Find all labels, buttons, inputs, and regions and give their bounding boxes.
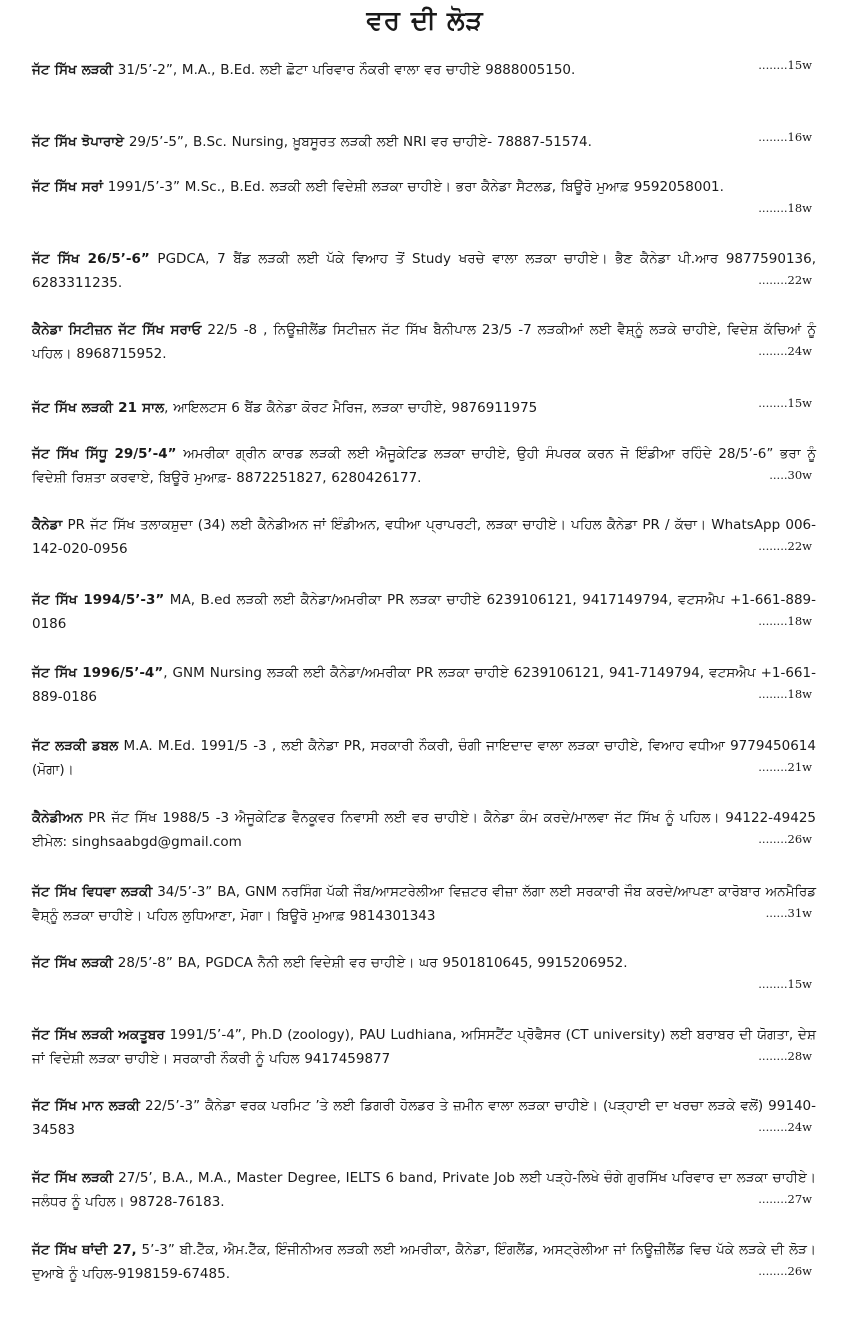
entry-code: ........27w: [758, 1192, 812, 1206]
entry-text: 5’-3” ਬੀ.ਟੈੱਕ, ਐਮ.ਟੈੱਕ, ਇੰਜੀਨੀਅਰ ਲੜਕੀ ਲਈ ਅਮਰੀਕਾ, ਕੈਨੇਡਾ, ਇੰਗਲੈਂਡ, ਅਸਟ੍ਰੇਲੀਆ ਜਾਂ ਨਿਊਜ਼ੀਲੈਂਡ ਵਿਚ ਪੱਕੇ ਲੜਕੇ ਦੀ ਲੋੜ। ਦੁਆਬੇ ਨੂੰ ਪਹਿਲ-9198159-67485.: [32, 1242, 816, 1282]
entry-lead: ਜੱਟ ਸਿੱਖ ਲੜਕੀ: [32, 62, 113, 78]
list-item: [32, 951, 816, 991]
entry-code: ........18w: [758, 614, 812, 628]
entry-code: ........15w: [758, 977, 812, 991]
list-item: [32, 1094, 816, 1142]
entry-code: ........15w: [758, 58, 812, 72]
list-item: [32, 396, 816, 420]
entry-lead: ਜੱਟ ਸਿੱਖ ਥਾਂਦੀ 27,: [32, 1242, 137, 1258]
entry-code: ........16w: [758, 130, 812, 144]
entry-text: 29/5’-5”, B.Sc. Nursing, ਖ਼ੂਬਸੂਰਤ ਲੜਕੀ ਲਈ NRI ਵਰ ਚਾਹੀਏ- 78887-51574.: [124, 134, 592, 150]
entry-lead: ਜੱਟ ਸਿੱਖ ਸਿੱਧੂ 29/5’-4”: [32, 446, 177, 462]
entry-lead: ਜੱਟ ਸਿੱਖ 1994/5’-3”: [32, 592, 165, 608]
list-item: [32, 442, 816, 490]
entry-lead: ਜੱਟ ਸਿੱਖ ਝੋਪਾਰਾਏ: [32, 134, 125, 150]
entry-text: PR ਜੱਟ ਸਿੱਖ 1988/5 -3 ਐਜੂਕੇਟਿਡ ਵੈਨਕੂਵਰ ਨਿਵਾਸੀ ਲਈ ਵਰ ਚਾਹੀਏ। ਕੈਨੇਡਾ ਕੰਮ ਕਰਦੇ/ਮਾਲਵਾ ਜੱਟ ਸਿੱਖ ਨੂੰ ਪਹਿਲ। 94122-49425 ਈਮੇਲ: singhsaabgd@gmail.com: [32, 810, 816, 850]
entry-code: ........18w: [758, 201, 812, 215]
entry-code: ........22w: [758, 539, 812, 553]
entry-code: ........22w: [758, 273, 812, 287]
entry-text: 1991/5’-4”, Ph.D (zoology), PAU Ludhiana, ਅਸਿਸਟੈਂਟ ਪ੍ਰੋਫੈਸਰ (CT university) ਲਈ ਬਰਾਬਰ ਦੀ ਯੋਗਤਾ, ਦੇਸ਼ ਜਾਂ ਵਿਦੇਸ਼ੀ ਲੜਕਾ ਚਾਹੀਏ। ਸਰਕਾਰੀ ਨੌਕਰੀ ਨੂੰ ਪਹਿਲ 9417459877: [32, 1027, 816, 1067]
entry-text: 31/5’-2”, M.A., B.Ed. ਲਈ ਛੋਟਾ ਪਰਿਵਾਰ ਨੌਕਰੀ ਵਾਲਾ ਵਰ ਚਾਹੀਏ 9888005150.: [112, 62, 576, 78]
entry-lead: ਜੱਟ ਸਿੱਖ ਲੜਕੀ ਅਕਤੂਬਰ: [32, 1027, 165, 1043]
entry-lead: ਜੱਟ ਸਿੱਖ ਮਾਨ ਲੜਕੀ: [32, 1098, 140, 1114]
entry-lead: ਜੱਟ ਲੜਕੀ ਡਬਲ: [32, 738, 119, 754]
entry-text: MA, B.ed ਲੜਕੀ ਲਈ ਕੈਨੇਡਾ/ਅਮਰੀਕਾ PR ਲੜਕਾ ਚਾਹੀਏ 6239106121, 9417149794, ਵਟਸਐਪ +1-661-889-0186: [32, 592, 816, 632]
entry-text: 34/5’-3” BA, GNM ਨਰਸਿੰਗ ਪੱਕੀ ਜੌਬ/ਆਸਟਰੇਲੀਆ ਵਿਜ਼ਟਰ ਵੀਜ਼ਾ ਲੱਗਾ ਲਈ ਸਰਕਾਰੀ ਜੌਬ ਕਰਦੇ/ਆਪਣਾ ਕਾਰੋਬਾਰ ਅਨਮੈਰਿਡ ਵੈਸ਼੍ਨੂੰ ਲੜਕਾ ਚਾਹੀਏ। ਪਹਿਲ ਲੁਧਿਆਣਾ, ਮੋਗਾ। ਬਿਊਰੋ ਮੁਆਫ਼ 9814301343: [32, 884, 816, 924]
list-item: [32, 734, 816, 782]
list-item: [32, 58, 816, 82]
entry-lead: ਕੈਨੇਡਾ ਸਿਟੀਜ਼ਨ ਜੱਟ ਸਿੱਖ ਸਰਾਓ: [32, 322, 202, 338]
entry-lead: ਕੈਨੇਡੀਅਨ: [32, 810, 83, 826]
entry-code: ........15w: [758, 396, 812, 410]
entry-lead: ਜੱਟ ਸਿੱਖ ਲੜਕੀ 21 ਸਾਲ: [32, 400, 165, 416]
entry-text: 28/5’-8” BA, PGDCA ਨੈਨੀ ਲਈ ਵਿਦੇਸ਼ੀ ਵਰ ਚਾਹੀਏ। ਘਰ 9501810645, 9915206952.: [112, 955, 628, 971]
entry-lead: ਜੱਟ ਸਿੱਖ ਸਰਾਂ: [32, 179, 103, 195]
entry-lead: ਜੱਟ ਸਿੱਖ 1996/5’-4”: [32, 665, 164, 681]
entry-code: ........21w: [758, 760, 812, 774]
entry-text: M.A. M.Ed. 1991/5 -3 , ਲਈ ਕੈਨੇਡਾ PR, ਸਰਕਾਰੀ ਨੌਕਰੀ, ਚੰਗੀ ਜਾਇਦਾਦ ਵਾਲਾ ਲੜਕਾ ਚਾਹੀਏ, ਵਿਆਹ ਵਧੀਆ 9779450614 (ਮੋਗਾ)।: [32, 738, 816, 778]
list-item: [32, 175, 816, 215]
entry-text: , GNM Nursing ਲੜਕੀ ਲਈ ਕੈਨੇਡਾ/ਅਮਰੀਕਾ PR ਲੜਕਾ ਚਾਹੀਏ 6239106121, 941-7149794, ਵਟਸਐਪ +1-661-889-0186: [32, 665, 816, 705]
list-item: [32, 1023, 816, 1071]
entry-text: PGDCA, 7 ਬੈਂਡ ਲੜਕੀ ਲਈ ਪੱਕੇ ਵਿਆਹ ਤੋਂ Study ਖਰਚੇ ਵਾਲਾ ਲੜਕਾ ਚਾਹੀਏ। ਭੈਣ ਕੈਨੇਡਾ ਪੀ.ਆਰ 9877590136, 6283311235.: [32, 251, 817, 291]
entry-text: ਅਮਰੀਕਾ ਗ੍ਰੀਨ ਕਾਰਡ ਲੜਕੀ ਲਈ ਐਜੂਕੇਟਿਡ ਲੜਕਾ ਚਾਹੀਏ, ਉਹੀ ਸੰਪਰਕ ਕਰਨ ਜੋ ਇੰਡੀਆ ਰਹਿੰਦੇ 28/5’-6” ਭਰਾ ਨੂੰ ਵਿਦੇਸ਼ੀ ਰਿਸ਼ਤਾ ਕਰਵਾਏ, ਬਿਊਰੋ ਮੁਆਫ਼- 8872251827, 6280426177.: [32, 446, 817, 486]
entry-lead: ਜੱਟ ਸਿੱਖ ਲੜਕੀ: [32, 1170, 114, 1186]
entry-code: ......31w: [765, 906, 812, 920]
page-title: ਵਰ ਦੀ ਲੋੜ: [366, 6, 484, 36]
entry-code: ........24w: [758, 1120, 812, 1134]
entry-text: 22/5 -8 , ਨਿਊਜ਼ੀਲੈਂਡ ਸਿਟੀਜ਼ਨ ਜੱਟ ਸਿੱਖ ਬੈਨੀਪਾਲ 23/5 -7 ਲੜਕੀਆਂ ਲਈ ਵੈਸ਼੍ਨੂੰ ਲੜਕੇ ਚਾਹੀਏ, ਵਿਦੇਸ਼ ਕੱਚਿਆਂ ਨੂੰ ਪਹਿਲ। 8968715952.: [32, 322, 816, 362]
list-item: [32, 1238, 816, 1286]
list-item: [32, 880, 816, 928]
list-item: [32, 806, 816, 854]
entry-text: , ਆਇਲਟਸ 6 ਬੈਂਡ ਕੈਨੇਡਾ ਕੋਰਟ ਮੈਰਿਜ, ਲੜਕਾ ਚਾਹੀਏ, 9876911975: [164, 400, 538, 416]
entry-code: .....30w: [769, 468, 812, 482]
entry-code: ........18w: [758, 687, 812, 701]
list-item: [32, 513, 816, 561]
entry-code: ........26w: [758, 1264, 812, 1278]
list-item: [32, 588, 816, 636]
list-item: [32, 247, 816, 295]
entry-code: ........26w: [758, 832, 812, 846]
entry-lead: ਜੱਟ ਸਿੱਖ 26/5’-6”: [32, 251, 150, 267]
entry-code: ........28w: [758, 1049, 812, 1063]
entry-lead: ਜੱਟ ਸਿੱਖ ਵਿਧਵਾ ਲੜਕੀ: [32, 884, 153, 900]
entry-text: 22/5’-3” ਕੈਨੇਡਾ ਵਰਕ ਪਰਮਿਟ ’ਤੇ ਲਈ ਡਿਗਰੀ ਹੋਲਡਰ ਤੇ ਜ਼ਮੀਨ ਵਾਲਾ ਲੜਕਾ ਚਾਹੀਏ। (ਪੜ੍ਹਾਈ ਦਾ ਖਰਚਾ ਲੜਕੇ ਵਲੋਂ) 99140-34583: [32, 1098, 816, 1138]
list-item: [32, 661, 816, 709]
entry-text: 1991/5’-3” M.Sc., B.Ed. ਲੜਕੀ ਲਈ ਵਿਦੇਸ਼ੀ ਲੜਕਾ ਚਾਹੀਏ। ਭਰਾ ਕੈਨੇਡਾ ਸੈਟਲਡ, ਬਿਊਰੋ ਮੁਆਫ਼ 9592058001.: [102, 179, 724, 195]
entry-lead: ਕੈਨੇਡਾ: [32, 517, 63, 533]
entry-text: PR ਜੱਟ ਸਿੱਖ ਤਲਾਕਸ਼ੁਦਾ (34) ਲਈ ਕੈਨੇਡੀਅਨ ਜਾਂ ਇੰਡੀਅਨ, ਵਧੀਆ ਪ੍ਰਾਪਰਟੀ, ਲੜਕਾ ਚਾਹੀਏ। ਪਹਿਲ ਕੈਨੇਡਾ PR / ਕੱਚਾ। WhatsApp 006-142-020-0956: [32, 517, 816, 557]
list-item: [32, 130, 816, 154]
entry-code: ........24w: [758, 344, 812, 358]
list-item: [32, 318, 816, 366]
entry-text: 27/5’, B.A., M.A., Master Degree, IELTS 6 band, Private Job ਲਈ ਪੜ੍ਹੇ-ਲਿਖੇ ਚੰਗੇ ਗੁਰਸਿੱਖ ਪਰਿਵਾਰ ਦਾ ਲੜਕਾ ਚਾਹੀਏ। ਜਲੰਧਰ ਨੂੰ ਪਹਿਲ। 98728-76183.: [32, 1170, 816, 1210]
entry-lead: ਜੱਟ ਸਿੱਖ ਲੜਕੀ: [32, 955, 113, 971]
list-item: [32, 1166, 816, 1214]
